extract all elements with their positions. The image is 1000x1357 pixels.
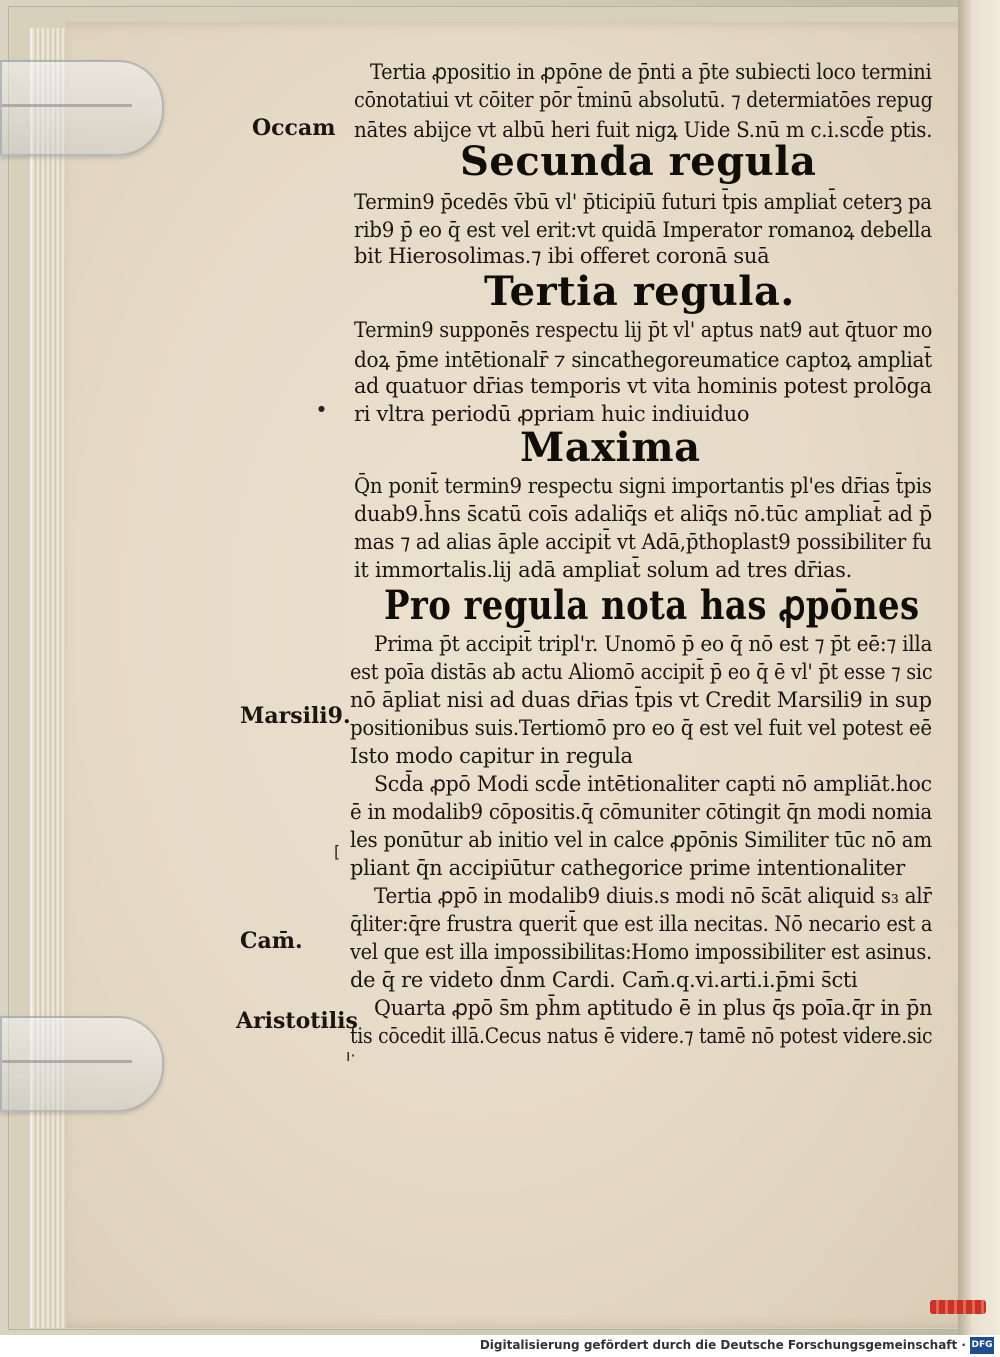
- text-line: Tertia ꝓpositio in ꝓpōne de p̄nti a p̄te subiecti loco termini: [370, 60, 932, 84]
- margin-note-marsilius: Marsili9.: [240, 703, 351, 729]
- text-line: it immortalis.lij adā ampliat̄ solum ad tres dr̄ias.: [354, 558, 853, 582]
- text-line: positionibus suis.Tertiomō pro eo q̄ est vel fuit vel potest eē: [350, 716, 932, 740]
- red-page-edge: [930, 1300, 986, 1314]
- text-line: Tertia ꝓpō in modalib9 diuis.s modi nō s̄cāt aliquid s₃ alr̄: [374, 884, 932, 908]
- text-line: Scd̄a ꝓpō Modi scd̄e intētionaliter capti nō ampliāt.hoc: [374, 772, 932, 796]
- text-line: bit Hierosolimas.⁊ ibi offeret coronā suā: [354, 244, 770, 268]
- text-line: Prima p̄t accipit̄ tripl'r. Unomō p̄ eo q̄ nō est ⁊ p̄t eē:⁊ illa: [374, 632, 933, 656]
- footer-credit: Digitalisierung gefördert durch die Deutsche Forschungsgemeinschaft ·: [479, 1338, 966, 1352]
- text-line: mas ⁊ ad alias āple accipit̄ vt Adā,p̄thoplast9 possibiliter fu: [354, 530, 932, 554]
- text-line: Q̄n ponit̄ termin9 respectu signi importantis pl'es dr̄ias t̄pis: [354, 474, 932, 498]
- dfg-logo-icon: DFG: [970, 1337, 994, 1354]
- text-line: nō āpliat nisi ad duas dr̄ias t̄pis vt Credit Marsili9 in sup: [350, 688, 932, 712]
- text-line: q̄liter:q̄re frustra querit̄ que est illa necitas. Nō necario est a: [350, 912, 933, 936]
- text-line: nātes abijce vt albū heri fuit nigꝝ Uide S.nū m c.i.scd̄e ptis.: [354, 118, 933, 142]
- text-line: Termin9 supponēs respectu lij p̄t vl' aptus nat9 aut q̄tuor mo: [354, 318, 933, 342]
- heading-pro-regula: Pro regula nota has ꝓpōnes: [384, 582, 920, 629]
- text-line: doꝝ p̄me intētionalr̄ ⁊ sincathegoreumatice captoꝝ ampliat̄: [354, 348, 932, 372]
- text-line: ē in modalib9 cōpositis.q̄ cōmuniter cōtingit q̄n modi nomia: [350, 800, 932, 824]
- book-clip-bottom: [0, 1016, 164, 1112]
- text-line: Isto modo capitur in regula: [350, 744, 633, 768]
- margin-note-occam: Occam: [252, 115, 336, 141]
- text-line: pliant q̄n accipiūtur cathegorice prime intentionaliter: [350, 856, 906, 880]
- heading-maxima: Maxima: [520, 424, 701, 471]
- text-line: Termin9 p̄cedēs v̄bū vl' p̄ticipiū futuri t̄pis ampliat̄ ceterꝫ pa: [354, 190, 932, 214]
- text-line: ri vltra periodū ꝓpriam huic indiuiduo: [354, 402, 750, 426]
- text-line: cōnotatiui vt cōiter pōr t̄minū absolutū. ⁊ determiatōes repug: [354, 88, 933, 112]
- heading-secunda-regula: Secunda regula: [460, 138, 817, 185]
- text-line: duab9.h̄ns s̄catū coīs adaliq̄s et aliq̄s nō.tūc ampliat̄ ad p̄: [354, 502, 932, 526]
- text-line: ad quatuor dr̄ias temporis vt vita hominis potest prolōga: [354, 374, 932, 398]
- text-line: tis cōcedit illā.Cecus natus ē videre.⁊ tamē nō potest videre.sic: [350, 1024, 933, 1048]
- ink-mark: ı·: [346, 1046, 356, 1065]
- book-gutter: [958, 0, 1000, 1335]
- book-clip-top: [0, 60, 164, 156]
- footer-bar: [0, 1335, 1000, 1357]
- text-line: est poīa distās ab actu Aliomō accipit̄ p̄ eo q̄ ē vl' p̄t esse ⁊ sic: [350, 660, 933, 684]
- text-line: de q̄ re videto d̄nm Cardi. Cam̄.q.vi.arti.i.p̄mi s̄cti: [350, 968, 858, 992]
- margin-note-aristotilis: Aristotilis: [236, 1008, 358, 1034]
- ink-dot: ●: [318, 404, 325, 413]
- heading-tertia-regula: Tertia regula.: [484, 268, 795, 315]
- text-line: vel que est illa impossibilitas:Homo impossibiliter est asinus.: [350, 940, 932, 964]
- text-line: Quarta ꝓpō s̄m ph̄m aptitudo ē in plus q̄s poīa.q̄r in p̄n: [374, 996, 933, 1020]
- text-line: les ponūtur ab initio vel in calce ꝓpōnis Similiter tūc nō am: [350, 828, 932, 852]
- margin-note-cam: Cam̄.: [240, 928, 303, 954]
- text-line: rib9 p̄ eo q̄ est vel erit:vt quidā Imperator romanoꝝ debella: [354, 218, 932, 242]
- bracket-mark: [: [334, 842, 341, 861]
